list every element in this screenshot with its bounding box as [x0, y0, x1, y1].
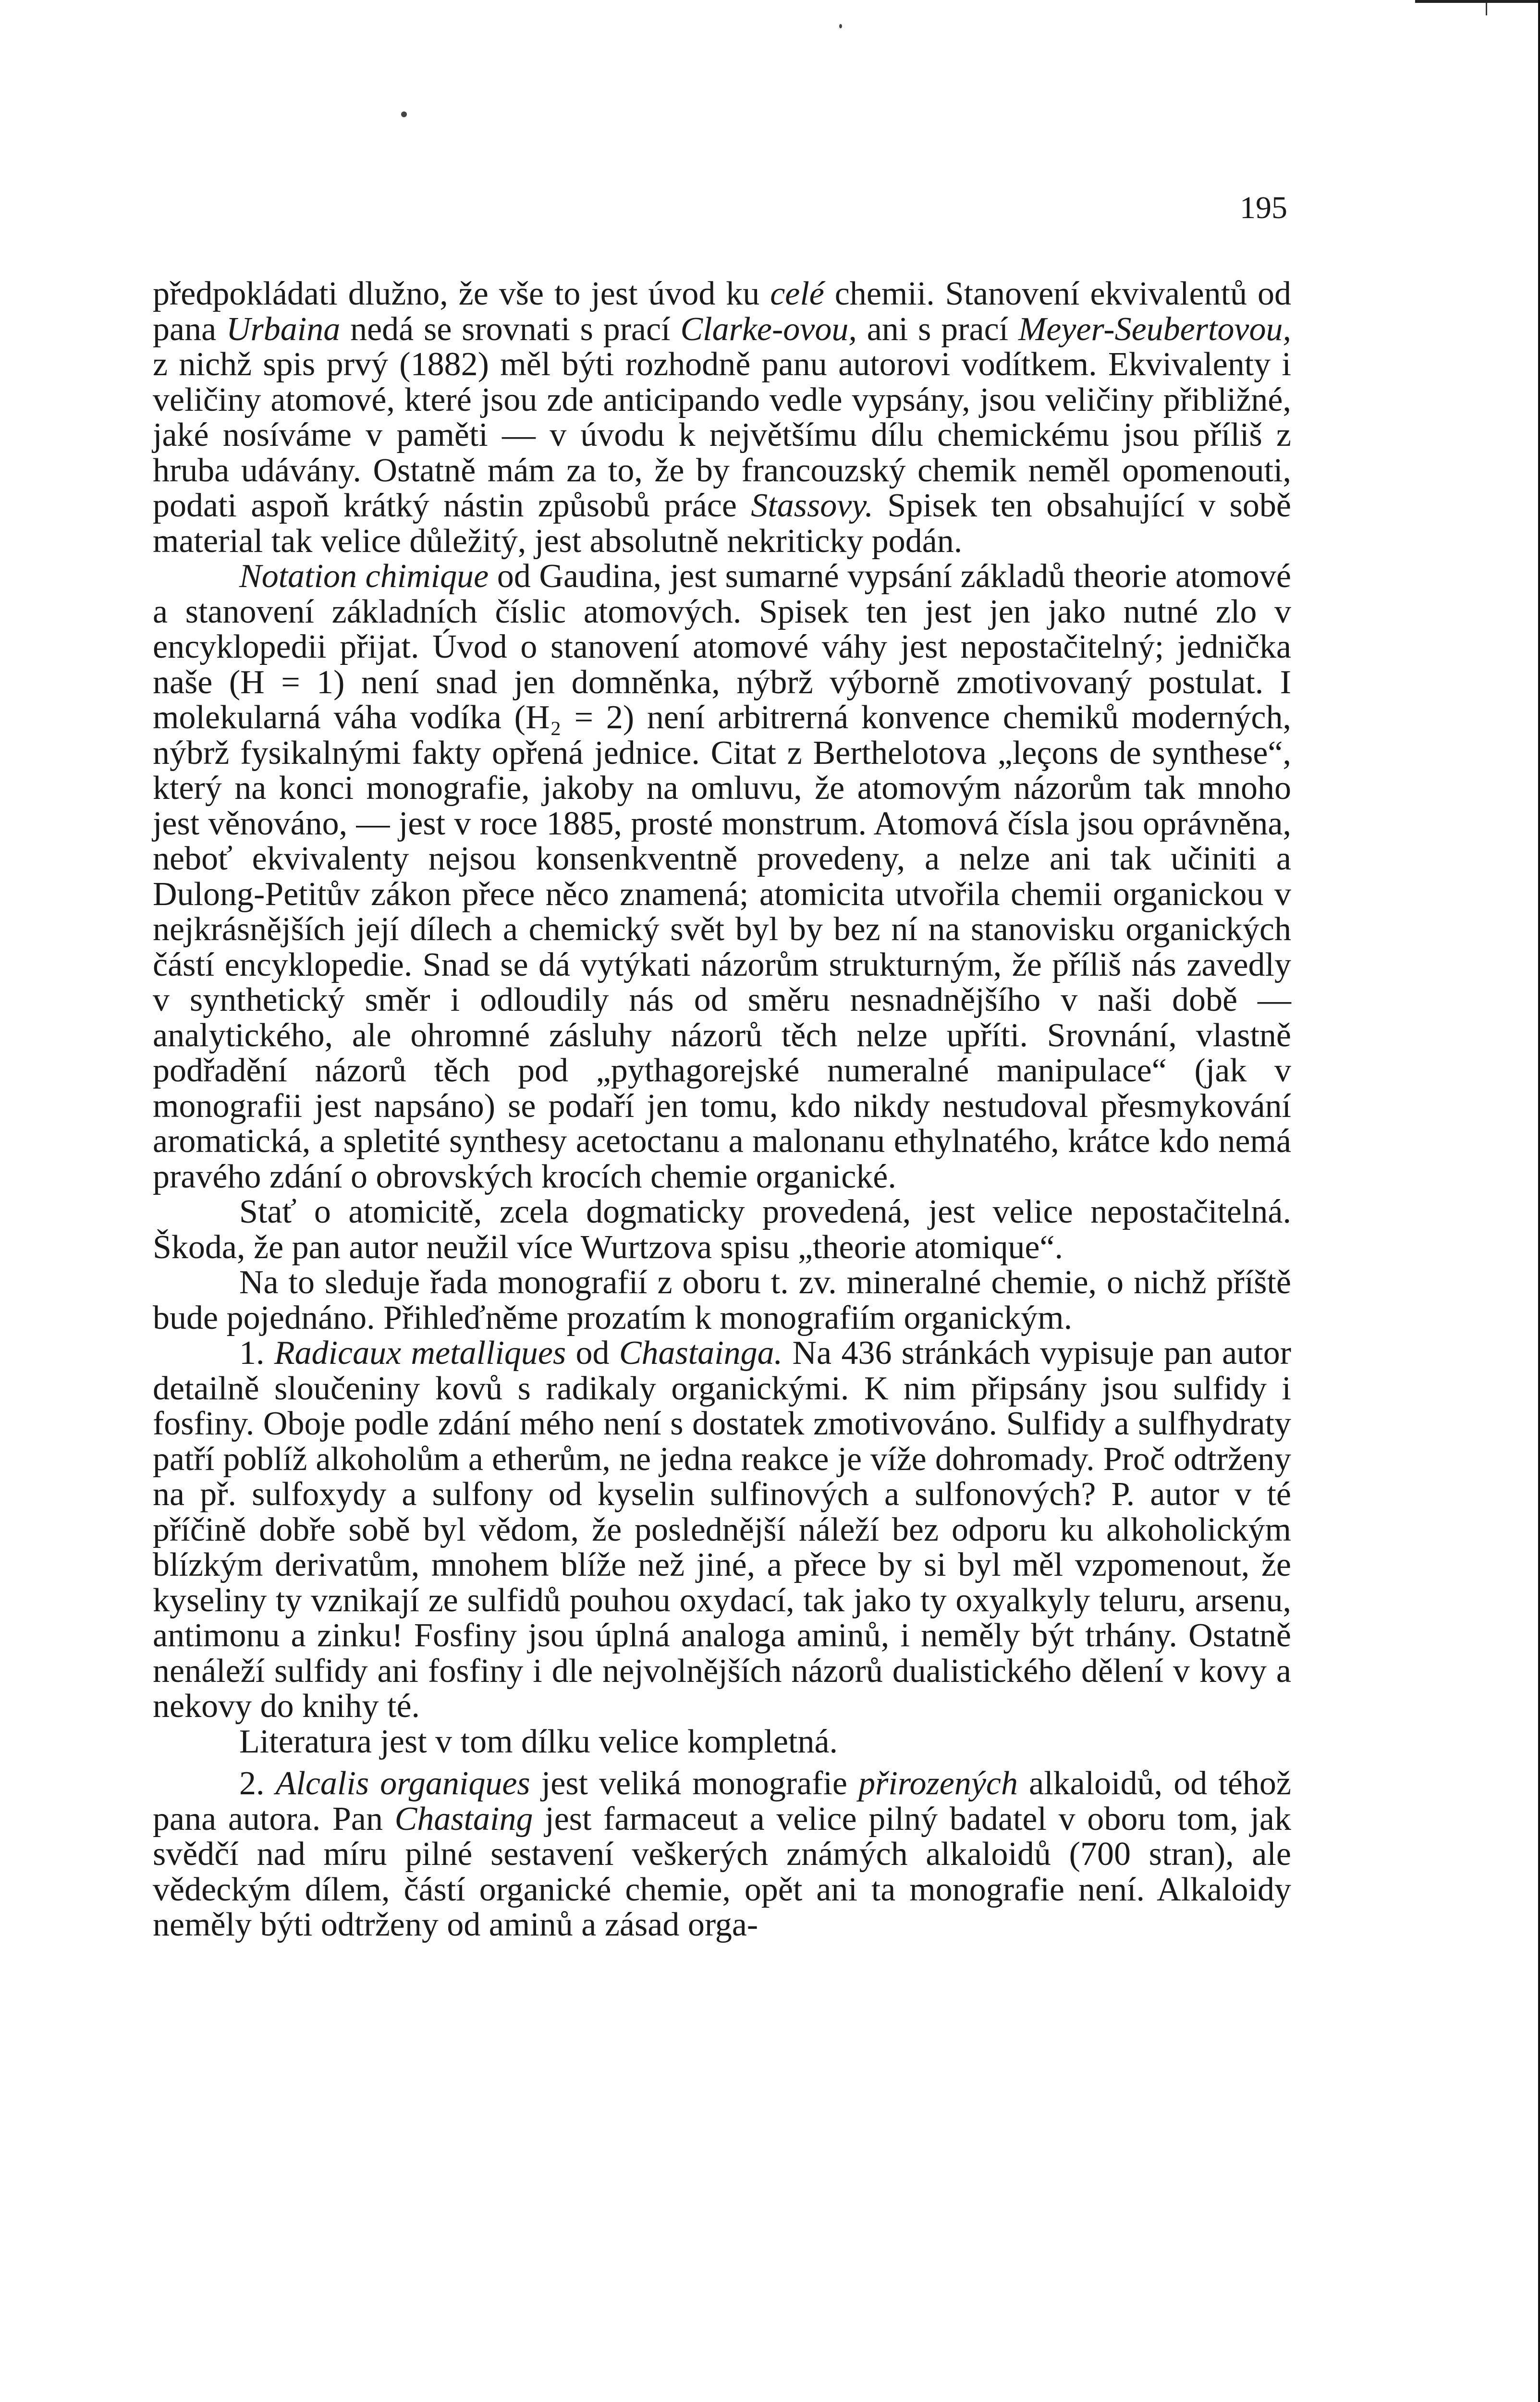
paragraph: [153, 1724, 1291, 1760]
italic-run: Chastaing: [394, 1800, 533, 1838]
scan-speck: [401, 111, 407, 117]
text-run: Literatura jest v tom dílku velice kompletná.: [239, 1723, 838, 1760]
paragraph: [153, 559, 1291, 1194]
body-text: [153, 276, 1291, 1943]
italic-run: Chastainga.: [619, 1335, 783, 1372]
text-run: Stať o atomicitě, zcela dogmaticky provedená, jest velice nepostačitelná. Škoda, že pan autor neužil více Wurtzova spisu „theorie atomique“.: [153, 1193, 1291, 1266]
text-run: alkaloidů, od téhož pana autora. Pan: [153, 1765, 1292, 1838]
text-run: 1.: [239, 1335, 274, 1372]
text-run: jest veliká monografie: [530, 1765, 859, 1802]
paragraph: [153, 1265, 1291, 1336]
text-run: chemii. Stanovení ekvivalentů od pana: [153, 275, 1291, 348]
scan-speck: [839, 24, 842, 28]
text-run: jest farmaceut a velice pilný badatel v oboru tom, jak svědčí nad míru pilné sestavení veškerých známých alkaloidů (700 stran), ale vědeckým dílem, částí organické chemie, opět ani ta monografie není. Alkaloidy neměly býti odtrženy od aminů a zásad orga-: [153, 1800, 1291, 1943]
italic-run: Clarke-ovou,: [680, 310, 857, 348]
italic-run: Stassovy.: [751, 487, 873, 524]
paragraph: [153, 1766, 1291, 1943]
italic-run: Alcalis organiques: [275, 1765, 530, 1802]
italic-run: přirozených: [858, 1765, 1018, 1802]
text-run: od: [566, 1335, 619, 1372]
text-run: ani s prací: [856, 310, 1018, 348]
text-run: Spisek ten obsahující v sobě material tak velice důležitý, jest absolutně nekriticky podán.: [153, 487, 1291, 560]
page-number: 195: [1240, 190, 1287, 225]
text-run: z nichž spis prvý (1882) měl býti rozhodně panu autorovi vodítkem. Ekvivalenty i veličiny atomové, které jsou zde anticipando vedle vypsány, jsou veličiny přibližné, jaké nosíváme v paměti — v úvodu k největšímu dílu chemickému jsou příliš z hruba udávány. Ostatně mám za to, že by francouzský chemik neměl opomenouti, podati aspoň krátký nástin způsobů práce: [153, 346, 1291, 524]
text-run: Na to sleduje řada monografií z oboru t. zv. mineralné chemie, o nichž příště bude pojednáno. Přihleďněme prozatím k monografiím organickým.: [153, 1264, 1291, 1336]
italic-run: Urbaina: [226, 310, 341, 348]
scan-edge-top: [1415, 0, 1540, 3]
italic-run: celé: [770, 275, 824, 312]
paragraph: [153, 1194, 1291, 1265]
scan-edge-tick: [1486, 3, 1487, 15]
text-run: nedá se srovnati s prací: [340, 310, 681, 348]
text-run: 2.: [239, 1765, 276, 1802]
paragraph: [153, 276, 1291, 559]
italic-run: Meyer-Seubertovou,: [1018, 310, 1292, 348]
text-run: Na 436 stránkách vypisuje pan autor detailně sloučeniny kovů s radikaly organickými. K nim připsány jsou sulfidy i fosfiny. Oboje podle zdání mého není s dostatek zmotivováno. Sulfidy a sulfhydraty patří poblíž alkoholům a etherům, ne jedna reakce je víže dohromady. Proč odtrženy na př. sulfoxydy a sulfony od kyselin sulfinových a sulfonových? P. autor v té příčině dobře sobě byl vědom, že poslednější náleží bez odporu ku alkoholickým blízkým derivatům, mnohem blíže než jiné, a přece by si byl měl vzpomenout, že kyseliny ty vznikají ze sulfidů pouhou oxydací, tak jako ty oxyalkyly teluru, arsenu, antimonu a zinku! Fosfiny jsou úplná analoga aminů, i neměly být trhány. Ostatně nenáleží sulfidy ani fosfiny i dle nejvolnějších názorů dualistického dělení v kovy a nekovy do knihy té.: [153, 1335, 1292, 1725]
text-run: předpokládati dlužno, že vše to jest úvod ku: [153, 275, 770, 312]
italic-run: Notation chimique: [239, 558, 489, 595]
scan-edge-right: [1538, 0, 1540, 2402]
italic-run: Radicaux metalliques: [274, 1335, 566, 1372]
paragraph: [153, 1336, 1291, 1724]
text-run: od Gaudina, jest sumarné vypsání základů theorie atomové a stanovení základních číslic atomových. Spisek ten jest jen jako nutné zlo v encyklopedii přijat. Úvod o stanovení atomové váhy jest nepostačitelný; jednička naše (H = 1) není snad jen domněnka, nýbrž výborně zmotivovaný postulat. I molekularná váha vodíka (H₂ = 2) není arbitrerná konvence chemiků moderných, nýbrž fysikalnými fakty opřená jednice. Citat z Berthelotova „leçons de synthese“, který na konci monografie, jakoby na omluvu, že atomovým názorům tak mnoho jest věnováno, — jest v roce 1885, prosté monstrum. Atomová čísla jsou oprávněna, neboť ekvivalenty nejsou konsenkventně provedeny, a nelze ani tak učiniti a Dulong-Petitův zákon přece něco znamená; atomicita utvořila chemii organickou v nejkrásnějších její dílech a chemický svět byl by bez ní na stanovisku organických částí encyklopedie. Snad se dá vytýkati názorům strukturným, že příliš nás zavedly v synthetický směr i odloudily nás od směru nesnadnějšího v naši době — analytického, ale ohromné zásluhy názorů těch nelze upříti. Srovnání, vlastně podřadění názorů těch pod „pythagorejské numeralné manipulace“ (jak v monografii jest napsáno) se podaří jen tomu, kdo nikdy nestudoval přesmykování aromatická, a spletité synthesy acetoctanu a malonanu ethylnatého, krátce kdo nemá pravého zdání o obrovských krocích chemie organické.: [153, 558, 1292, 1195]
